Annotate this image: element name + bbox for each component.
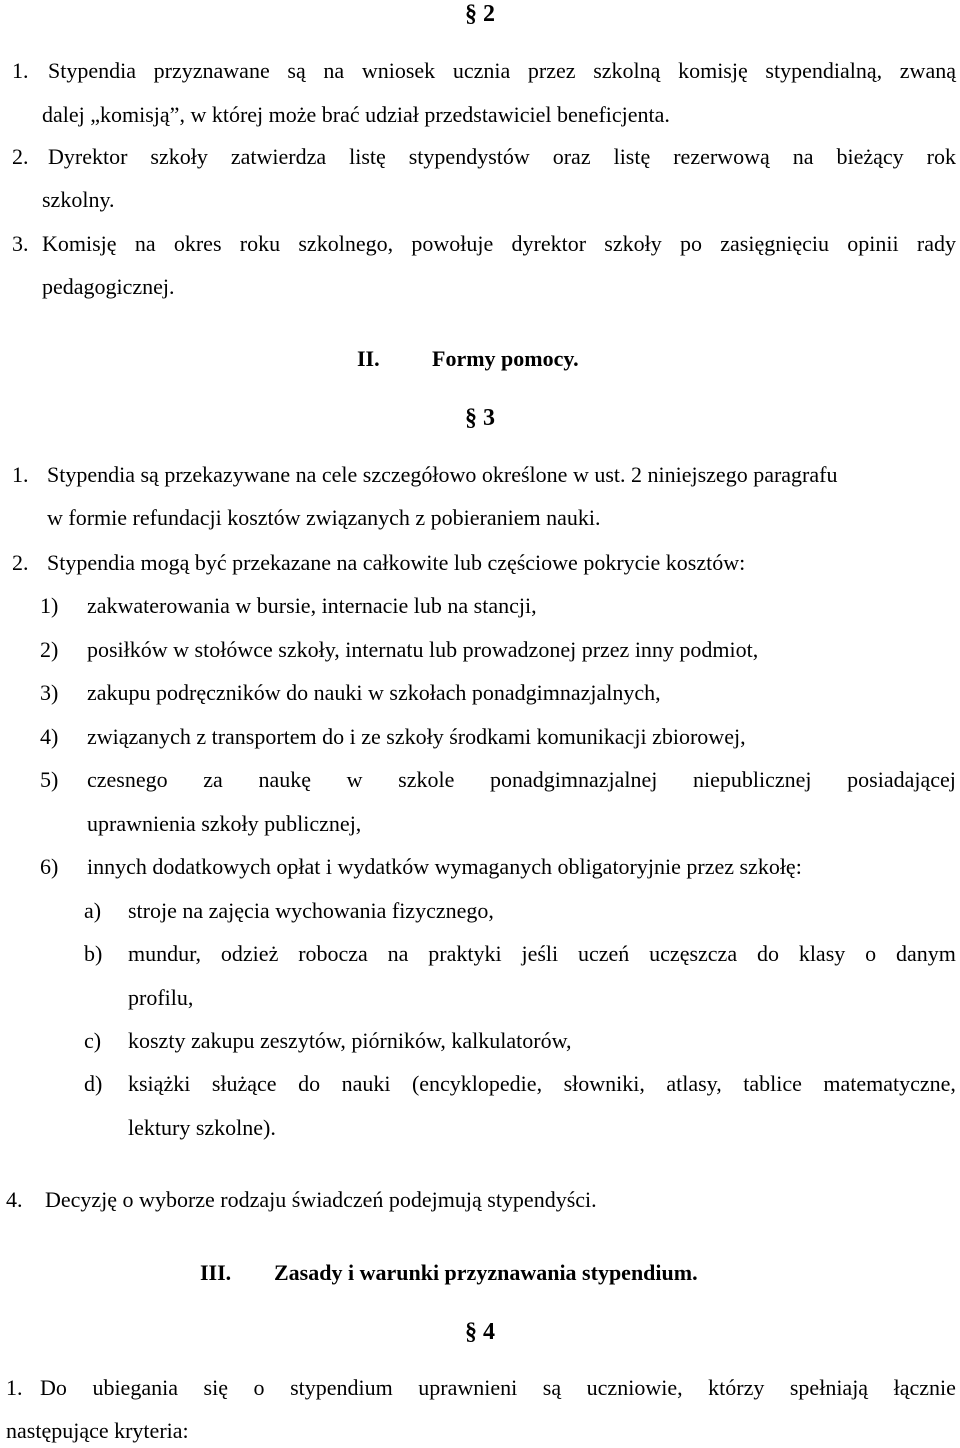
- chapter-title: Zasady i warunki przyznawania stypendium.: [274, 1260, 698, 1285]
- letter-item-text: profilu,: [128, 985, 194, 1010]
- word: Komisję: [42, 231, 117, 256]
- word: są: [542, 1375, 562, 1400]
- paragraph-3-heading: § 3: [465, 405, 495, 431]
- sub-item-text: związanych z transportem do i ze szkoły środkami komunikacji zbiorowej,: [87, 724, 746, 749]
- letter-item-number: a): [84, 898, 102, 923]
- item-number: 1.: [12, 58, 29, 83]
- word: do: [298, 1071, 321, 1096]
- letter-item-text: koszty zakupu zeszytów, piórników, kalkulatorów,: [128, 1028, 572, 1053]
- word: książki: [128, 1071, 191, 1096]
- word: listę: [613, 144, 651, 169]
- sub-item-number: 2): [40, 637, 59, 662]
- paragraph-4-heading: § 4: [465, 1319, 495, 1345]
- word: słowniki,: [563, 1071, 645, 1096]
- word: po: [680, 231, 703, 256]
- word: niepublicznej: [693, 767, 812, 792]
- paragraph-2-heading: § 2: [465, 1, 495, 27]
- word: do: [756, 941, 779, 966]
- justified-line: [48, 60, 956, 82]
- item-number: 2.: [12, 144, 29, 169]
- word: (encyklopedie,: [411, 1071, 543, 1096]
- word: nauki: [341, 1071, 391, 1096]
- word: mundur,: [128, 941, 202, 966]
- justified-line: [87, 769, 956, 791]
- word: rok: [926, 144, 956, 169]
- letter-item-text: stroje na zajęcia wychowania fizycznego,: [128, 898, 494, 923]
- word: stypendialną,: [765, 58, 883, 83]
- chapter-roman: III.: [200, 1260, 232, 1285]
- word: ubiegania: [92, 1375, 178, 1400]
- word: powołuje: [411, 231, 494, 256]
- word: stypendystów: [408, 144, 530, 169]
- word: o: [865, 941, 877, 966]
- letter-item-number: b): [84, 941, 103, 966]
- paragraph-line: Stypendia są przekazywane na cele szczegółowo określone w ust. 2 niniejszego paragrafu: [47, 462, 838, 487]
- word: zwaną: [899, 58, 956, 83]
- word: przez: [527, 58, 576, 83]
- word: przyznawane: [153, 58, 270, 83]
- word: Do: [40, 1375, 67, 1400]
- word: atlasy,: [666, 1071, 722, 1096]
- word: szkolną: [593, 58, 661, 83]
- word: spełniają: [789, 1375, 869, 1400]
- justified-line: [128, 1073, 956, 1095]
- word: szkolnego,: [298, 231, 394, 256]
- paragraph-line: następujące kryteria:: [6, 1418, 189, 1443]
- word: rady: [916, 231, 956, 256]
- paragraph-line: dalej „komisją”, w której może brać udział przedstawiciel beneficjenta.: [42, 102, 670, 127]
- item-number: 3.: [12, 231, 29, 256]
- word: uczeń: [578, 941, 630, 966]
- word: danym: [895, 941, 956, 966]
- word: bieżący: [836, 144, 904, 169]
- word: są: [287, 58, 306, 83]
- word: zatwierdza: [230, 144, 327, 169]
- word: matematyczne,: [823, 1071, 956, 1096]
- word: którzy: [708, 1375, 765, 1400]
- item-number: 1.: [12, 462, 29, 487]
- word: o: [253, 1375, 265, 1400]
- word: rezerwową: [673, 144, 770, 169]
- sub-item-number: 4): [40, 724, 59, 749]
- word: listę: [349, 144, 386, 169]
- word: łącznie: [893, 1375, 956, 1400]
- word: okres: [173, 231, 222, 256]
- word: praktyki: [428, 941, 502, 966]
- word: na: [792, 144, 814, 169]
- word: oraz: [552, 144, 591, 169]
- word: uprawnieni: [418, 1375, 518, 1400]
- word: stypendium: [290, 1375, 393, 1400]
- word: jeśli: [521, 941, 559, 966]
- word: komisję: [678, 58, 748, 83]
- justified-line: [40, 1377, 956, 1399]
- word: dyrektor: [511, 231, 587, 256]
- sub-item-text: zakwaterowania w bursie, internacie lub na stancji,: [87, 593, 537, 618]
- paragraph-line: szkolny.: [42, 187, 115, 212]
- letter-item-number: d): [84, 1071, 103, 1096]
- paragraph-line: w formie refundacji kosztów związanych z pobieraniem nauki.: [47, 505, 601, 530]
- sub-item-text: posiłków w stołówce szkoły, internatu lub prowadzonej przez inny podmiot,: [87, 637, 759, 662]
- item-number: 4.: [6, 1187, 23, 1212]
- sub-item-number: 3): [40, 680, 59, 705]
- item-number: 1.: [6, 1375, 23, 1400]
- word: czesnego: [87, 767, 168, 792]
- word: opinii: [847, 231, 899, 256]
- word: wniosek: [361, 58, 436, 83]
- word: Stypendia: [48, 58, 136, 83]
- item-number: 2.: [12, 550, 29, 575]
- word: na: [134, 231, 156, 256]
- word: szkoły: [604, 231, 662, 256]
- word: Dyrektor: [48, 144, 128, 169]
- letter-item-text: lektury szkolne).: [128, 1115, 276, 1140]
- paragraph-line: Decyzję o wyborze rodzaju świadczeń podejmują stypendyści.: [45, 1187, 597, 1212]
- letter-item-number: c): [84, 1028, 102, 1053]
- word: szkoły: [150, 144, 208, 169]
- word: tablice: [743, 1071, 802, 1096]
- word: roku: [239, 231, 281, 256]
- sub-item-number: 6): [40, 854, 59, 879]
- word: klasy: [798, 941, 846, 966]
- word: uczęszcza: [649, 941, 738, 966]
- paragraph-line: pedagogicznej.: [42, 274, 175, 299]
- chapter-title: Formy pomocy.: [432, 346, 579, 371]
- word: za: [203, 767, 223, 792]
- word: się: [203, 1375, 228, 1400]
- justified-line: [128, 943, 956, 965]
- word: zasięgnięciu: [720, 231, 830, 256]
- sub-item-text: zakupu podręczników do nauki w szkołach ponadgimnazjalnych,: [87, 680, 661, 705]
- sub-item-number: 5): [40, 767, 59, 792]
- word: w: [346, 767, 363, 792]
- sub-item-text: uprawnienia szkoły publicznej,: [87, 811, 362, 836]
- word: uczniowie,: [586, 1375, 683, 1400]
- word: na: [323, 58, 345, 83]
- word: na: [387, 941, 409, 966]
- justified-line: [48, 146, 956, 168]
- word: służące: [211, 1071, 277, 1096]
- word: szkole: [398, 767, 455, 792]
- chapter-roman: II.: [357, 346, 380, 371]
- sub-item-text: innych dodatkowych opłat i wydatków wymaganych obligatoryjnie przez szkołę:: [87, 854, 802, 879]
- word: naukę: [258, 767, 311, 792]
- word: ucznia: [452, 58, 511, 83]
- sub-item-number: 1): [40, 593, 59, 618]
- word: posiadającej: [847, 767, 956, 792]
- justified-line: [42, 233, 956, 255]
- word: odzież: [220, 941, 279, 966]
- word: ponadgimnazjalnej: [489, 767, 658, 792]
- word: robocza: [298, 941, 368, 966]
- paragraph-line: Stypendia mogą być przekazane na całkowite lub częściowe pokrycie kosztów:: [47, 550, 746, 575]
